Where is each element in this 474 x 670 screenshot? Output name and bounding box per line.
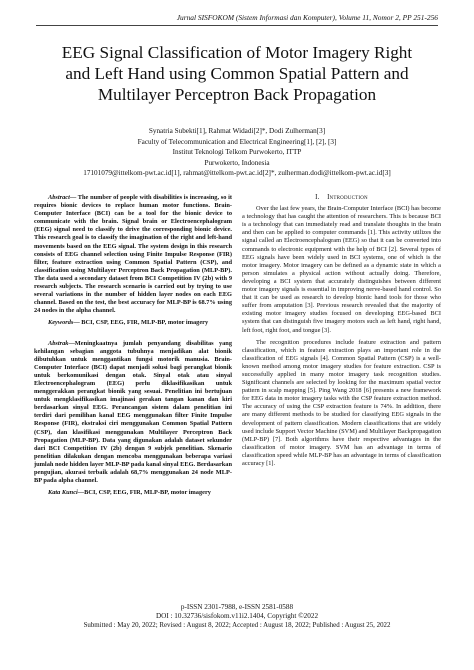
author-block <box>20 126 454 179</box>
affiliation-faculty: Faculty of Telecommunication and Electrical Engineering[1], [2], [3] <box>137 137 337 146</box>
section-numeral: I. <box>315 194 320 201</box>
affiliation-institute: Institut Teknologi Telkom Purwokerto, ITTP <box>172 148 302 157</box>
affiliation-city: Purwokerto, Indonesia <box>204 158 270 167</box>
keywords-en <box>34 319 232 327</box>
abstract-label: Abstract <box>48 194 70 201</box>
intro-paragraph-2: The recognition procedures include feature extraction and pattern classification, which in feature extraction plays an important role in the classification of EEG signals [4]. Common Spatial Pattern (CSP) is a well-known method among motor imagery studies for feature extraction. CSP is successfully applied in many motor imagery task recognition studies. Significant channels are selected by looking for the maximum spatial vector pattern in scalp mapping [5]. Ping Wang 2018 [6] presents a new framework for EEG data in motor imagery tasks with the CSP feature extraction method. The accuracy of using the CSP extraction feature is 74%. In addition, there are many different methods to be studied for classifying EEG signals in the development of pattern classification. Modern classifications that are widely used include Support Vector Machine (SVM) and Multilayer Backpropagation (MLP-BP) [7]. Both algorithms have their respective advantages in the classification of motor imagery. SVM has an advantage in terms of classification speed while MLP-BP has an advantage in terms of classification accuracy [1]. <box>242 338 441 467</box>
paper-title <box>30 43 444 105</box>
keywords-id <box>34 489 232 497</box>
intro-paragraph-1: Over the last few years, the Brain-Computer Interface (BCI) has become a technology that has caught the attention of researchers. This is because BCI is a technology that can immediately read and translate thoughts in the brain and then can be applied to computer commands [1]. This activity utilizes the signal called an Electroencephalogram (EEG) so that it can be converted into commands to electronic equipment with the help of BCI [2]. Several types of EEG signals have been widely used in BCI systems, one of which is the motor imagery. Motor imagery can be defined as a dynamic state in which a person simulates a physical action without actually doing. Therefore, developing a BCI system that accurately distinguishes between different motor imagery signals is essential in improving nerve-based hand control. So that it can be used as research to develop bionic hand tools for those who suffer from amputation [3]. Previous research revealed that the majority of existing motor imagery studies focused on developing EEG-based BCI system that can distinguish five imagery motors such as left hand, right hand, left foot, right foot, and tongue [3]. <box>242 205 441 334</box>
kata-kunci-text: —BCI, CSP, EEG, FIR, MLP-BP, motor imagery <box>77 489 211 497</box>
keywords-text: — BCI, CSP, EEG, FIR, MLP-BP, motor imagery <box>73 319 209 327</box>
abstrak-label: Abstrak <box>48 339 69 347</box>
running-head: Jurnal SISFOKOM (Sistem Informasi dan Komputer), Volume 11, Nomor 2, PP 251-256 <box>176 13 438 22</box>
abstract-id <box>34 340 232 486</box>
author-emails: 17101079@ittelkom-pwt.ac.id[1], rahmat@ittelkom-pwt.ac.id[2]*, zulherman.dodi@ittelkom-pwt.ac.id[3] <box>83 169 391 178</box>
section-heading-introduction <box>242 194 441 202</box>
abstract-en <box>34 194 232 315</box>
title-line-2: and Left Hand using Common Spatial Pattern and <box>65 63 409 83</box>
section-title: Introduction <box>327 194 368 201</box>
title-line-3: Multilayer Perceptron Back Propagation <box>97 84 377 104</box>
keywords-label: Keywords <box>48 319 74 327</box>
author-names: Synatria Subekti[1], Rahmat Widadi[2]*, Dodi Zulherman[3] <box>148 127 326 135</box>
abstrak-text: Meningkaatnya jumlah penyandang disabilitas yang kehilangan sebagian anggota tubuhnya menjadikan alat bionik dibutuhkan untuk menggantikan fungsi motorik manusia. Brain-Computer Interface (BCI) dapat menjadi solusi bagi perangkat bionik untuk berkomunikasi dengan otak. Sinyal otak atau sinyal Electroencephalogram (EEG) perlu diklasifikasikan untuk menggerakkan perangkat bionik yang sesuai. Penelitian ini bertujuan untuk mengklasifikasikan imajinasi gerakan tangan kanan dan kiri berdasarkan sinyal EEG. Perancangan sistem dalam penelitian ini terdiri dari pemilihan kanal EEG menggunakan filter Finite Impulse Response (FIR), ekstraksi ciri menggunakan Common Spatial Pattern (CSP), dan klasifikasi menggunakan Multilayer Perceptron Back Propagation (MLP-BP). Data yang digunakan adalah dataset sekunder dari BCI Competition IV (2b) dengan 9 subjek penelitian. Skenario penelitian dilakukan dengan mencoba menggunakan beberapa variasi jumlah node hidden layer MLP-BP pada kanal sinyal EEG. Berdasarkan pengujian, akurasi terbaik adalah 68,7% menggunakan 24 node MLP-BP pada alpha channel. <box>34 339 232 485</box>
abstract-dash: — <box>69 194 78 201</box>
abstract-text: The number of people with disabilities is increasing, so it requires bionic devices to replace human motor functions. Brain-Computer Interface (BCI) can be a tool for the bionic device to communicate with the brain. Signal brain or Electroencephalogram (EEG) signal need to classify to drive the corresponding bionic device. This research goal is to classify the imagination of the right and left-hand movements based on the EEG signal. The system design in this research consists of EEG channel selection using Finite Impulse Response (FIR) filter, feature extraction using Common Spatial Pattern (CSP), and classification using Multilayer Perceptron Back Propagation (MLP-BP). The data used a secondary dataset from BCI Competition IV (2b) with 9 research subjects. The research scenario is carried out by trying to use several variations in the number of hidden layer nodes on each EEG channel. Based on the test, the best accuracy for MLP-BP is 68.7% using 24 nodes in the alpha channel. <box>34 194 232 315</box>
title-line-1: EEG Signal Classification of Motor Imagery Right <box>61 43 413 62</box>
footer-dates: Submitted : May 20, 2022; Revised : August 8, 2022; Accepted : August 18, 2022; Published : August 25, 2022 <box>83 622 391 629</box>
left-column <box>34 194 232 501</box>
footer-doi: DOI : 10.32736/sisfokom.v11i2.1404, Copyright ©2022 <box>155 612 319 620</box>
footer-issn: p-ISSN 2301-7988, e-ISSN 2581-0588 <box>180 603 294 611</box>
right-column <box>242 194 441 472</box>
header-rule <box>36 25 438 26</box>
kata-kunci-label: Kata Kunci <box>48 489 78 497</box>
abstrak-dash: — <box>68 339 75 347</box>
